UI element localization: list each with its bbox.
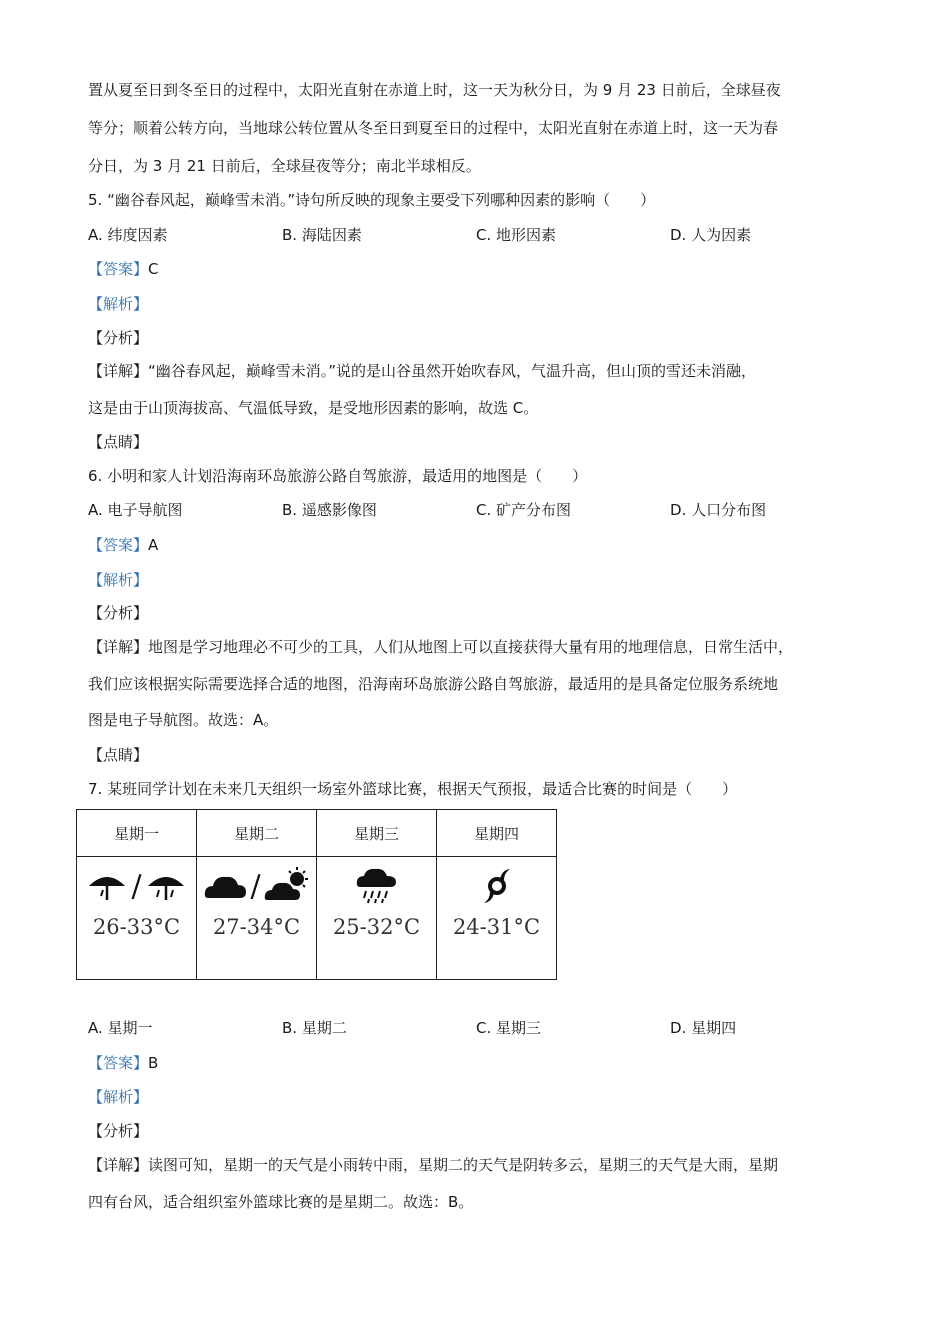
temperature-range: 27-34°C	[212, 915, 301, 939]
heavy-rain-icon	[354, 865, 400, 907]
weather-cell-tuesday	[197, 857, 317, 980]
q5-detail-line-1	[88, 361, 756, 381]
partly-cloudy-icon	[263, 866, 311, 906]
answer-value: B	[148, 1054, 159, 1072]
transition-slash: /	[131, 868, 142, 904]
fenxi-tag: 【分析】	[88, 329, 149, 347]
fenxi-tag: 【分析】	[88, 1122, 149, 1140]
q5-option-c: C. 地形因素	[476, 226, 557, 244]
typhoon-icon	[480, 866, 514, 906]
q6-detail-line-2: 我们应该根据实际需要选择合适的地图，沿海南环岛旅游公路自驾旅游，最适用的是具备定位服务系统地	[88, 675, 779, 693]
q6-option-b: B. 遥感影像图	[282, 501, 377, 519]
detail-tag: 【详解】	[88, 1156, 149, 1174]
q7-detail-line-2: 四有台风，适合组织室外篮球比赛的是星期二。故选：B。	[88, 1193, 474, 1211]
overcast-icon	[202, 868, 248, 904]
intro-line-3: 分日，为 3 月 21 日前后，全球昼夜等分；南北半球相反。	[88, 157, 481, 175]
day-header: 星期二	[197, 810, 317, 857]
q6-option-a: A. 电子导航图	[88, 501, 183, 519]
fenxi-tag: 【分析】	[88, 604, 149, 622]
jiexi-tag: 【解析】	[88, 571, 149, 589]
weather-cell-wednesday	[317, 857, 437, 980]
detail-text: 地图是学习地理必不可少的工具，人们从地图上可以直接获得大量有用的地理信息，日常生活中，	[148, 638, 794, 656]
q5-option-b: B. 海陆因素	[282, 226, 362, 244]
transition-slash: /	[250, 868, 261, 904]
weather-cell-monday	[77, 857, 197, 980]
q6-option-c: C. 矿产分布图	[476, 501, 572, 519]
detail-text: “幽谷春风起，巅峰雪未消。”说的是山谷虽然开始吹春风，气温升高，但山顶的雪还未消融，	[148, 362, 757, 380]
q5-option-d: D. 人为因素	[670, 226, 752, 244]
q5-option-a: A. 纬度因素	[88, 226, 168, 244]
q7-option-b: B. 星期二	[282, 1019, 347, 1037]
q7-option-c: C. 星期三	[476, 1019, 542, 1037]
moderate-rain-icon	[144, 866, 188, 906]
q6-answer-row	[88, 535, 158, 555]
detail-tag: 【详解】	[88, 362, 149, 380]
temperature-range: 25-32°C	[332, 915, 421, 939]
day-header: 星期三	[317, 810, 437, 857]
q7-option-d: D. 星期四	[670, 1019, 737, 1037]
answer-value: A	[148, 536, 159, 554]
q5-detail-line-2: 这是由于山顶海拔高、气温低导致，是受地形因素的影响，故选 C。	[88, 399, 539, 417]
light-rain-icon	[85, 866, 129, 906]
detail-text: 读图可知，星期一的天气是小雨转中雨，星期二的天气是阴转多云，星期三的天气是大雨，星期	[148, 1156, 779, 1174]
q7-question: 7. 某班同学计划在未来几天组织一场室外篮球比赛，根据天气预报，最适合比赛的时间是（ ）	[88, 780, 738, 798]
answer-tag: 【答案】	[88, 536, 149, 554]
temperature-range: 26-33°C	[92, 915, 181, 939]
day-header: 星期四	[437, 810, 557, 857]
intro-line-2: 等分；顺着公转方向，当地球公转位置从冬至日到夏至日的过程中，太阳光直射在赤道上时，这一天为春	[88, 119, 779, 137]
q6-detail-line-3: 图是电子导航图。故选：A。	[88, 711, 279, 729]
q6-question: 6. 小明和家人计划沿海南环岛旅游公路自驾旅游，最适用的地图是（ ）	[88, 467, 588, 485]
answer-tag: 【答案】	[88, 1054, 149, 1072]
intro-line-1: 置从夏至日到冬至日的过程中，太阳光直射在赤道上时，这一天为秋分日，为 9 月 23 日前后，全球昼夜	[88, 81, 781, 99]
answer-value: C	[148, 260, 159, 278]
jiexi-tag: 【解析】	[88, 1088, 149, 1106]
q6-detail-line-1	[88, 637, 793, 657]
weather-forecast-table	[76, 809, 557, 980]
q5-answer-row	[88, 259, 159, 279]
dianjing-tag: 【点睛】	[88, 433, 149, 451]
q7-detail-line-1	[88, 1155, 778, 1175]
dianjing-tag: 【点睛】	[88, 746, 149, 764]
temperature-range: 24-31°C	[452, 915, 541, 939]
q5-question: 5. “幽谷春风起，巅峰雪未消。”诗句所反映的现象主要受下列哪种因素的影响（ ）	[88, 191, 656, 209]
day-header: 星期一	[77, 810, 197, 857]
q7-answer-row	[88, 1053, 158, 1073]
jiexi-tag: 【解析】	[88, 295, 149, 313]
q7-option-a: A. 星期一	[88, 1019, 153, 1037]
answer-tag: 【答案】	[88, 260, 149, 278]
q6-option-d: D. 人口分布图	[670, 501, 767, 519]
detail-tag: 【详解】	[88, 638, 149, 656]
weather-cell-thursday	[437, 857, 557, 980]
